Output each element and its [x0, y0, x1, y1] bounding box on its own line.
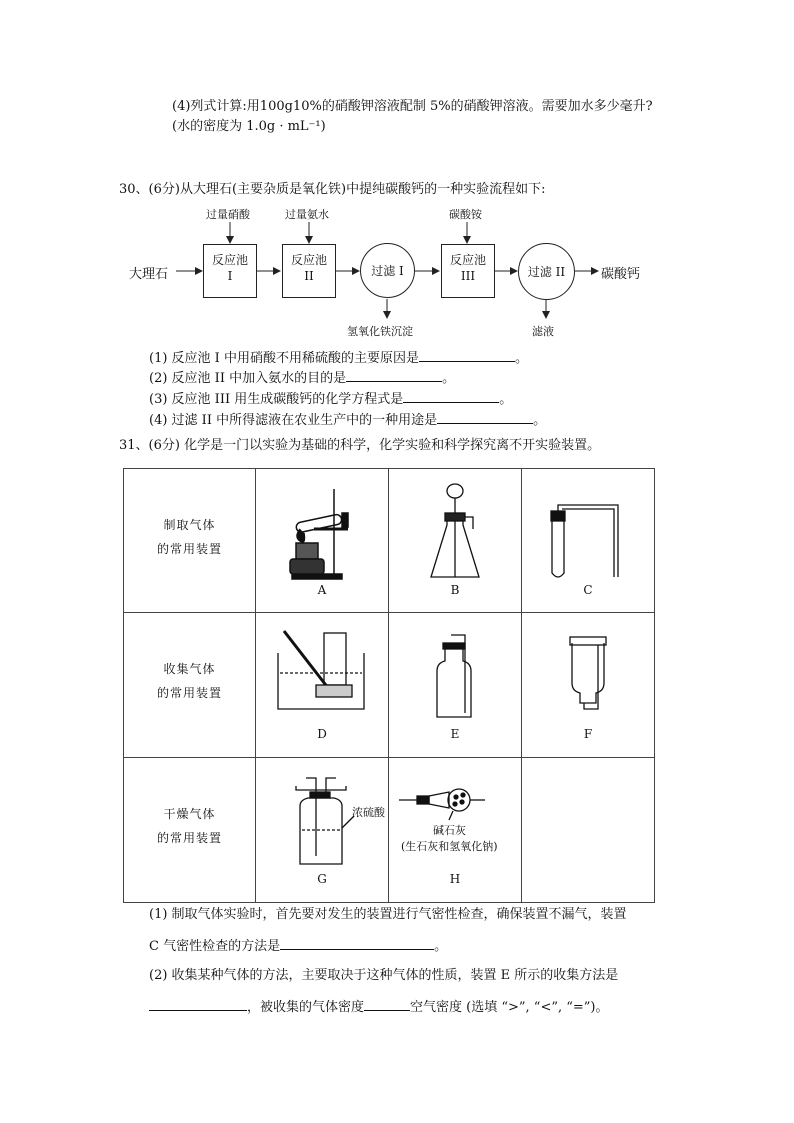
apparatus-h-cell: [389, 758, 522, 903]
flow-filter1: 过滤 I: [360, 243, 415, 298]
row1-label-line1: 制取气体: [163, 518, 216, 532]
flow-input: 大理石: [129, 267, 169, 282]
row-label-cell: [124, 613, 256, 758]
label-h: H: [449, 872, 461, 886]
apparatus-f-cell: [522, 613, 655, 758]
q30-stem: 30、(6分)从大理石(主要杂质是氧化铁)中提纯碳酸钙的一种实验流程如下:: [119, 182, 546, 197]
label-f: F: [583, 727, 593, 741]
row1-label-line2: 的常用装置: [156, 542, 222, 556]
flow-output: 碳酸钙: [601, 267, 641, 282]
label-g: G: [317, 872, 327, 886]
q29-4-line2: (水的密度为 1.0g · mL⁻¹): [172, 119, 326, 134]
flow-arrows: [0, 0, 794, 350]
table-row: [124, 469, 655, 613]
row3-label-line1: 干燥气体: [163, 807, 216, 821]
q31-sub2-line1: (2) 收集某种气体的方法，主要取决于这种气体的性质，装置 E 所示的收集方法是: [149, 968, 619, 983]
q31-sub1-line2: C 气密性检查的方法是 。: [149, 939, 448, 954]
flow-precipitate: 氢氧化铁沉淀: [347, 325, 413, 338]
label-soda-lime: 碱石灰: [433, 824, 466, 837]
apparatus-table: [123, 468, 655, 903]
flow-pool2-num: II: [304, 269, 314, 283]
flow-reagent3: 碳酸铵: [449, 208, 482, 221]
apparatus-g-cell: [256, 758, 389, 903]
flow-pool2: [282, 244, 336, 298]
row2-label-line2: 的常用装置: [156, 686, 222, 700]
flow-filtrate: 滤液: [532, 325, 554, 338]
q31-stem: 31、(6分) 化学是一门以实验为基础的科学，化学实验和科学探究离不开实验装置。: [119, 438, 601, 453]
flow-reagent2: 过量氨水: [285, 208, 329, 221]
q30-sub3: (3) 反应池 III 用生成碳酸钙的化学方程式是 。: [149, 392, 513, 407]
flow-pool1-name: 反应池: [211, 253, 248, 267]
label-b: B: [450, 583, 460, 597]
q30-sub2: (2) 反应池 II 中加入氨水的目的是 。: [149, 371, 456, 386]
apparatus-d-cell: [256, 613, 389, 758]
empty-cell: [522, 758, 655, 903]
q30-sub1: (1) 反应池 I 中用硝酸不用稀硫酸的主要原因是 。: [149, 351, 528, 366]
row-label-cell: [124, 469, 256, 613]
apparatus-a-cell: [256, 469, 389, 613]
label-concentrated-sulfuric-acid: 浓硫酸: [352, 806, 385, 819]
flow-pool2-name: 反应池: [290, 253, 327, 267]
flow-filter2: 过滤 II: [518, 243, 575, 300]
flow-pool3-num: III: [460, 269, 476, 283]
label-e: E: [450, 727, 460, 741]
table-row: [124, 758, 655, 903]
row3-label-line2: 的常用装置: [156, 831, 222, 845]
row-label-cell: [124, 758, 256, 903]
q31-sub2-line2: ，被收集的气体密度 空气密度 (选填 “>”, “<”, “=”)。: [149, 998, 609, 1017]
apparatus-e-cell: [389, 613, 522, 758]
q31-sub1-line1: (1) 制取气体实验时，首先要对发生的装置进行气密性检查，确保装置不漏气，装置: [149, 907, 627, 922]
label-c: C: [583, 583, 593, 597]
flow-pool3-name: 反应池: [449, 253, 486, 267]
flow-pool3: [441, 244, 495, 298]
q30-sub4: (4) 过滤 II 中所得滤液在农业生产中的一种用途是 。: [149, 413, 547, 428]
table-row: [124, 613, 655, 758]
flow-reagent1: 过量硝酸: [206, 208, 250, 221]
label-soda-lime-composition: (生石灰和氢氧化钠): [401, 840, 498, 853]
apparatus-b-cell: [389, 469, 522, 613]
apparatus-c-cell: [522, 469, 655, 613]
label-a: A: [317, 583, 327, 597]
flow-pool1-num: I: [227, 269, 233, 283]
row2-label-line1: 收集气体: [163, 662, 216, 676]
flow-pool1: [203, 244, 257, 298]
q29-4-line1: (4)列式计算:用100g10%的硝酸钾溶液配制 5%的硝酸钾溶液。需要加水多少毫升?: [172, 99, 653, 114]
label-d: D: [317, 727, 327, 741]
